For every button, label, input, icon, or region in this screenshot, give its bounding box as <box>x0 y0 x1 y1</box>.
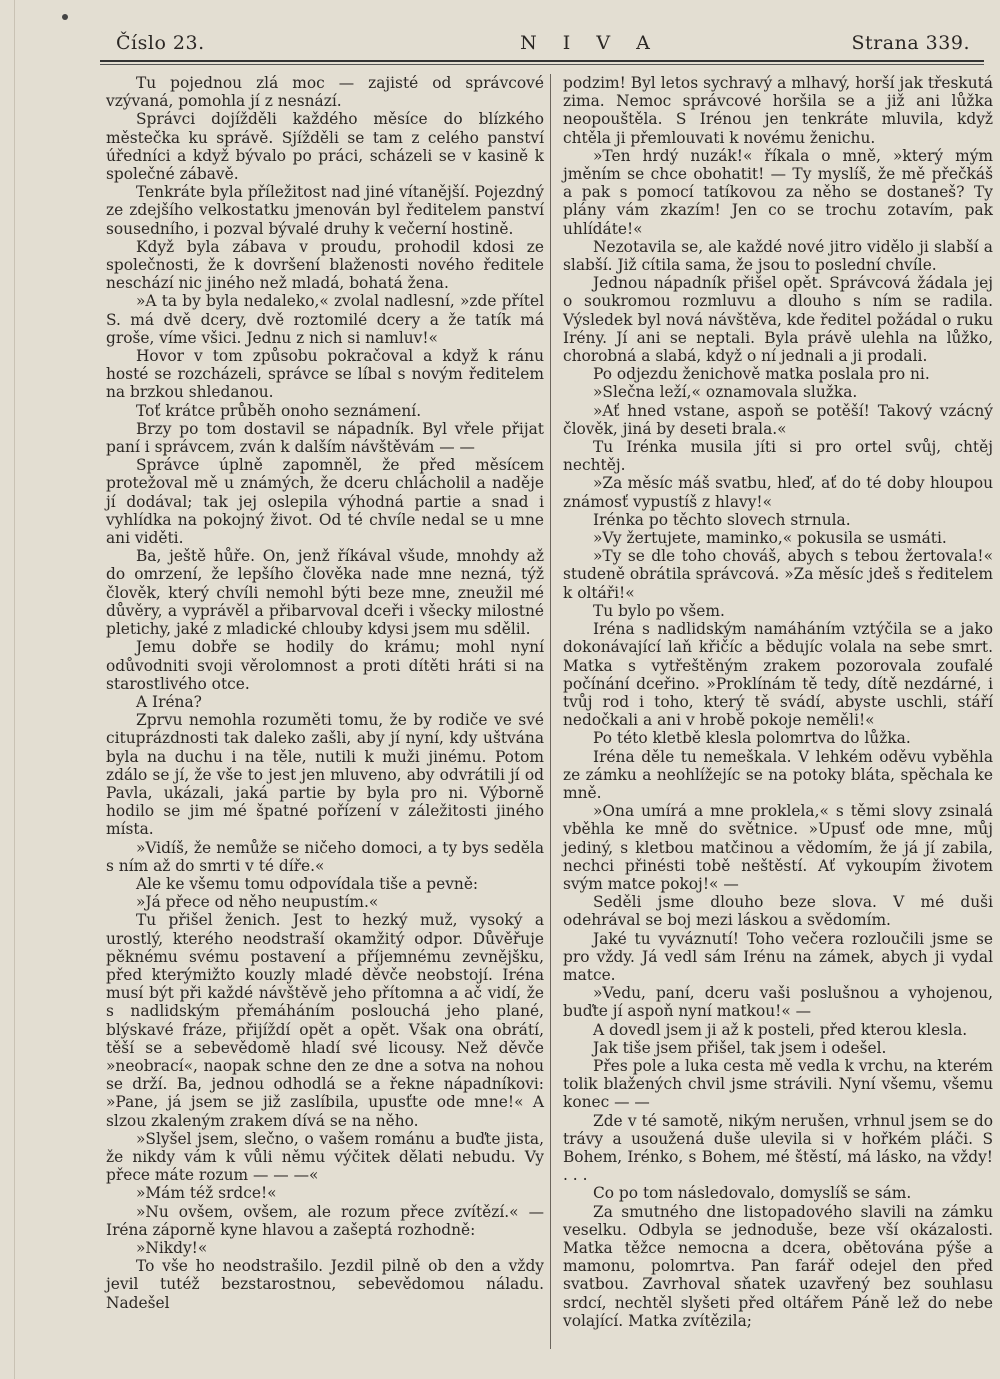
paragraph: Správce úplně zapomněl, že před měsícem protežoval mě u známých, že dceru chlácholil a naděje jí dodával; tak jej oslepila výhodná partie a snad i vyhlídka na pokojný život. Od té chvíle nedal se u mne ani viděti. <box>106 456 544 548</box>
paragraph: Zprvu nemohla rozuměti tomu, že by rodiče ve své cituprázdnosti tak daleko zašli, aby jí nyní, kdy uštvána byla na duchu i na těle, nutili k muži jinému. Potom zdálo se jí, že vše to jest jen mluveno, aby odvrátili jí od Pavla, ukázali, jaká partie by byla pro ni. Výborně hodilo se jim mé špatné pořízení v záležitosti jiného místa. <box>106 711 544 839</box>
paragraph: Po odjezdu ženichově matka poslala pro ni. <box>593 365 930 384</box>
paragraph: Ale ke všemu tomu odpovídala tiše a pevně: <box>136 874 479 893</box>
paragraph: »Nu ovšem, ovšem, ale rozum přece zvítězí.« — Iréna záporně kyne hlavou a zašeptá rozhodně: <box>106 1202 544 1239</box>
paragraph: A dovedl jsem ji až k posteli, před kterou klesla. <box>593 1020 968 1039</box>
paragraph: »Za měsíc máš svatbu, hleď, ať do té doby hloupou známosť vypustíš z hlavy!« <box>563 474 993 511</box>
left-column <box>106 74 544 1312</box>
paragraph: Po této kletbě klesla polomrtva do lůžka. <box>593 729 911 748</box>
paragraph: Přes pole a luka cesta mě vedla k vrchu, na kterém tolik blažených chvil jsme strávili. Nyní všemu, všemu konec — — <box>563 1056 993 1112</box>
paragraph: Tu bylo po všem. <box>593 601 725 620</box>
paragraph: »Nikdy!« <box>136 1239 208 1257</box>
paragraph: Tu pojednou zlá moc — zajisté od správcové vzývaná, pomohla jí z nesnází. <box>106 74 544 111</box>
paragraph: Jednou nápadník přišel opět. Správcová žádala jej o soukromou rozmluvu a dlouho s ním se radila. Výsledek byl nová návštěva, kde ředitel požádal o ruku Irény. Jí ani se neptali. Byla právě ulehla na lůžko, chorobná a slabá, když o ní jednali a ji prodali. <box>563 274 993 366</box>
paragraph: Jaké tu vyváznutí! Toho večera rozloučili jsme se pro vždy. Já vedl sám Irénu na zámek, abych ji vydal matce. <box>563 929 993 984</box>
paragraph: A Iréna? <box>136 692 202 711</box>
header-rule <box>100 60 984 62</box>
paragraph: Brzy po tom dostavil se nápadník. Byl vřele přijat paní i správcem, zván k dalším návštěvám — — <box>106 419 544 457</box>
margin-mark <box>62 14 68 20</box>
paragraph: Iréna děle tu nemeškala. V lehkém oděvu vyběhla ze zámku a neohlížejíc se na potoky bláta, spěchala ke mně. <box>563 747 993 802</box>
paragraph: Tenkráte byla příležitost nad jiné vítanější. Pojezdný ze zdejšího velkostatku jmenován byl ředitelem panství sousedního, i pozval bývalé druhy k večerní hostině. <box>106 183 544 238</box>
paragraph: »Mám též srdce!« <box>136 1184 277 1203</box>
paragraph: Ba, ještě hůře. On, jenž říkával všude, mnohdy až do omrzení, že lepšího člověka nade mne nezná, týž člověk, který chvíli nemohl býti beze mne, zneužil mé důvěry, a vyprávěl a přibarvoval dceři i všecky milostné pletichy, jaké z mladické chlouby kdysi jsem mu sdělil. <box>106 547 544 639</box>
paragraph: »Vidíš, že nemůže se ničeho domoci, a ty bys seděla s ním až do smrti v té díře.« <box>106 838 544 875</box>
page-number: Strana 339. <box>851 32 970 54</box>
paragraph: Irénka po těchto slovech strnula. <box>593 510 851 529</box>
paragraph: »Slečna leží,« oznamovala služka. <box>593 383 858 402</box>
paragraph: Seděli jsme dlouho beze slova. V mé duši odehrával se boj mezi láskou a svědomím. <box>563 893 993 930</box>
paragraph: Iréna s nadlidským namáháním vztýčila se a jako dokonávající laň křičíc a bědujíc volala na sebe smrt. Matka s vytřeštěným zrakem pozorovala zoufalé počínání dceřino. »Proklínám tě tedy, dítě nezdárné, i tvůj rod i toho, který tě svádí, abyste uschli, stáří nedočkali a ani v hrobě pokoje neměli!« <box>563 620 993 730</box>
paragraph: »A ta by byla nedaleko,« zvolal nadlesní, »zde přítel S. má dvě dcery, dvě roztomilé dcery a že tatík má groše, víme všici. Jednu z nich si namluv!« <box>106 292 544 347</box>
paragraph: »Já přece od něho neupustím.« <box>136 893 379 912</box>
issue-number: Číslo 23. <box>116 32 205 54</box>
paragraph: Hovor v tom způsobu pokračoval a když k ránu hosté se rozcházeli, správce se líbal s novým ředitelem na brzkou shledanou. <box>106 347 544 402</box>
paragraph: Tu Irénka musila jíti si pro ortel svůj, chtěj nechtěj. <box>563 438 993 475</box>
paragraph: Toť krátce průběh onoho seznámení. <box>136 401 422 420</box>
paragraph: Jemu dobře se hodily do krámu; mohl nyní odůvodniti svoji věrolomnost a proti dítěti hráti si na starostlivého otce. <box>106 638 544 693</box>
page-header <box>90 28 980 62</box>
column-divider <box>550 74 551 1349</box>
paragraph: »Vy žertujete, maminko,« pokusila se usmáti. <box>593 529 947 548</box>
magazine-title: N I V A <box>520 32 660 54</box>
paragraph: Správci dojížděli každého měsíce do blízkého městečka ku správě. Sjížděli se tam z celého panství úředníci a když bývalo po práci, scházeli se v kasině k společné zábavě. <box>106 110 544 184</box>
paragraph: Co po tom následovalo, domyslíš se sám. <box>593 1184 912 1203</box>
paragraph: Když byla zábava v proudu, prohodil kdosi ze společnosti, že k dovršení blaženosti nového ředitele neschází nic jiného než mladá, bohatá žena. <box>106 237 544 293</box>
paragraph: »Ona umírá a mne proklela,« s těmi slovy zsinalá vběhla ke mně do světnice. »Upusť ode mne, můj jediný, s kletbou matčinou a vědomím, že já jí zabila, nechci přinésti tobě neštěstí. Ať vykoupím životem svým matce pokoj!« — <box>563 802 993 893</box>
right-column <box>563 74 993 1330</box>
paragraph: »Ten hrdý nuzák!« říkala o mně, »který mým jměním se chce obohatit! — Ty myslíš, že mě přečkáš a pak s pomocí tatíkovou za něho se dostaneš? Ty plány vám zkazím! Jen co se trochu zotavím, pak uhlídáte!« <box>563 146 993 238</box>
paragraph: »Ty se dle toho chováš, abych s tebou žertovala!« studeně obrátila správcová. »Za měsíc jdeš s ředitelem k oltáři!« <box>563 547 993 602</box>
header-rule-thin <box>100 64 984 65</box>
paragraph: »Slyšel jsem, slečno, o vašem románu a buďte jista, že nikdy vám k vůli němu výčitek dělati nebudu. Vy přece máte rozum — — —« <box>106 1129 544 1185</box>
paragraph: »Ať hned vstane, aspoň se potěší! Takový vzácný člověk, jiná by deseti brala.« <box>563 401 993 438</box>
paragraph: To vše ho neodstrašilo. Jezdil pilně ob den a vždy jevil tutéž bezstarostnou, sebevědomou náladu. Nadešel <box>106 1257 544 1312</box>
paragraph: Tu přišel ženich. Jest to hezký muž, vysoký a urostlý, kterého neodstraší okamžitý odpor. Důvěřuje pěknému svému postavení a příjemnému zevnějšku, před kterýmižto kouzly mladé děvče neobstojí. Iréna musí být při každé návštěvě jeho přítomna a ač vidí, že s nadlidským přemáháním poslouchá jeho plané, blýskavé fráze, přijíždí opět a opět. Však ona obrátí, těší se a sebevědomě hladí své licousy. Než děvče »neobrací«, naopak schne den ze dne a sotva na nohou se drží. Ba, jednou odhodlá se a řekne nápadníkovi: »Pane, já jsem se již zaslíbila, upusťte ode mne!« A slzou zkaleným zrakem dívá se na něho. <box>106 911 544 1130</box>
paragraph: Jak tiše jsem přišel, tak jsem i odešel. <box>593 1038 887 1057</box>
paragraph: Zde v té samotě, nikým nerušen, vrhnul jsem se do trávy a usoužená duše ulevila si v hořkém pláči. S Bohem, Irénko, s Bohem, mé štěstí, má lásko, na vždy! . . . <box>563 1111 993 1185</box>
paragraph: »Vedu, paní, dceru vaši poslušnou a vyhojenou, buďte jí aspoň nyní matkou!« — <box>563 984 993 1021</box>
paragraph: podzim! Byl letos sychravý a mlhavý, horší jak třeskutá zima. Nemoc správcové horšila se a již ani lůžka neopouštěla. S Irénou jen tenkráte mluvila, když chtěla ji přemlouvati k novému ženichu. <box>563 74 993 147</box>
paragraph: Za smutného dne listopadového slavili na zámku veselku. Odbyla se jednoduše, beze vší okázalosti. Matka těžce nemocna a dcera, obětována pýše a mamonu, polomrtva. Pan farář odejel den před svatbou. Zavrhoval sňatek uzavřený bez souhlasu srdcí, nechtěl slyšeti před oltářem Páně lež do nebe volající. Matka zvítězila; <box>563 1202 993 1330</box>
paragraph: Nezotavila se, ale každé nové jitro vidělo ji slabší a slabší. Již cítila sama, že jsou to poslední chvíle. <box>563 237 993 275</box>
page-edge-line <box>14 0 15 1379</box>
